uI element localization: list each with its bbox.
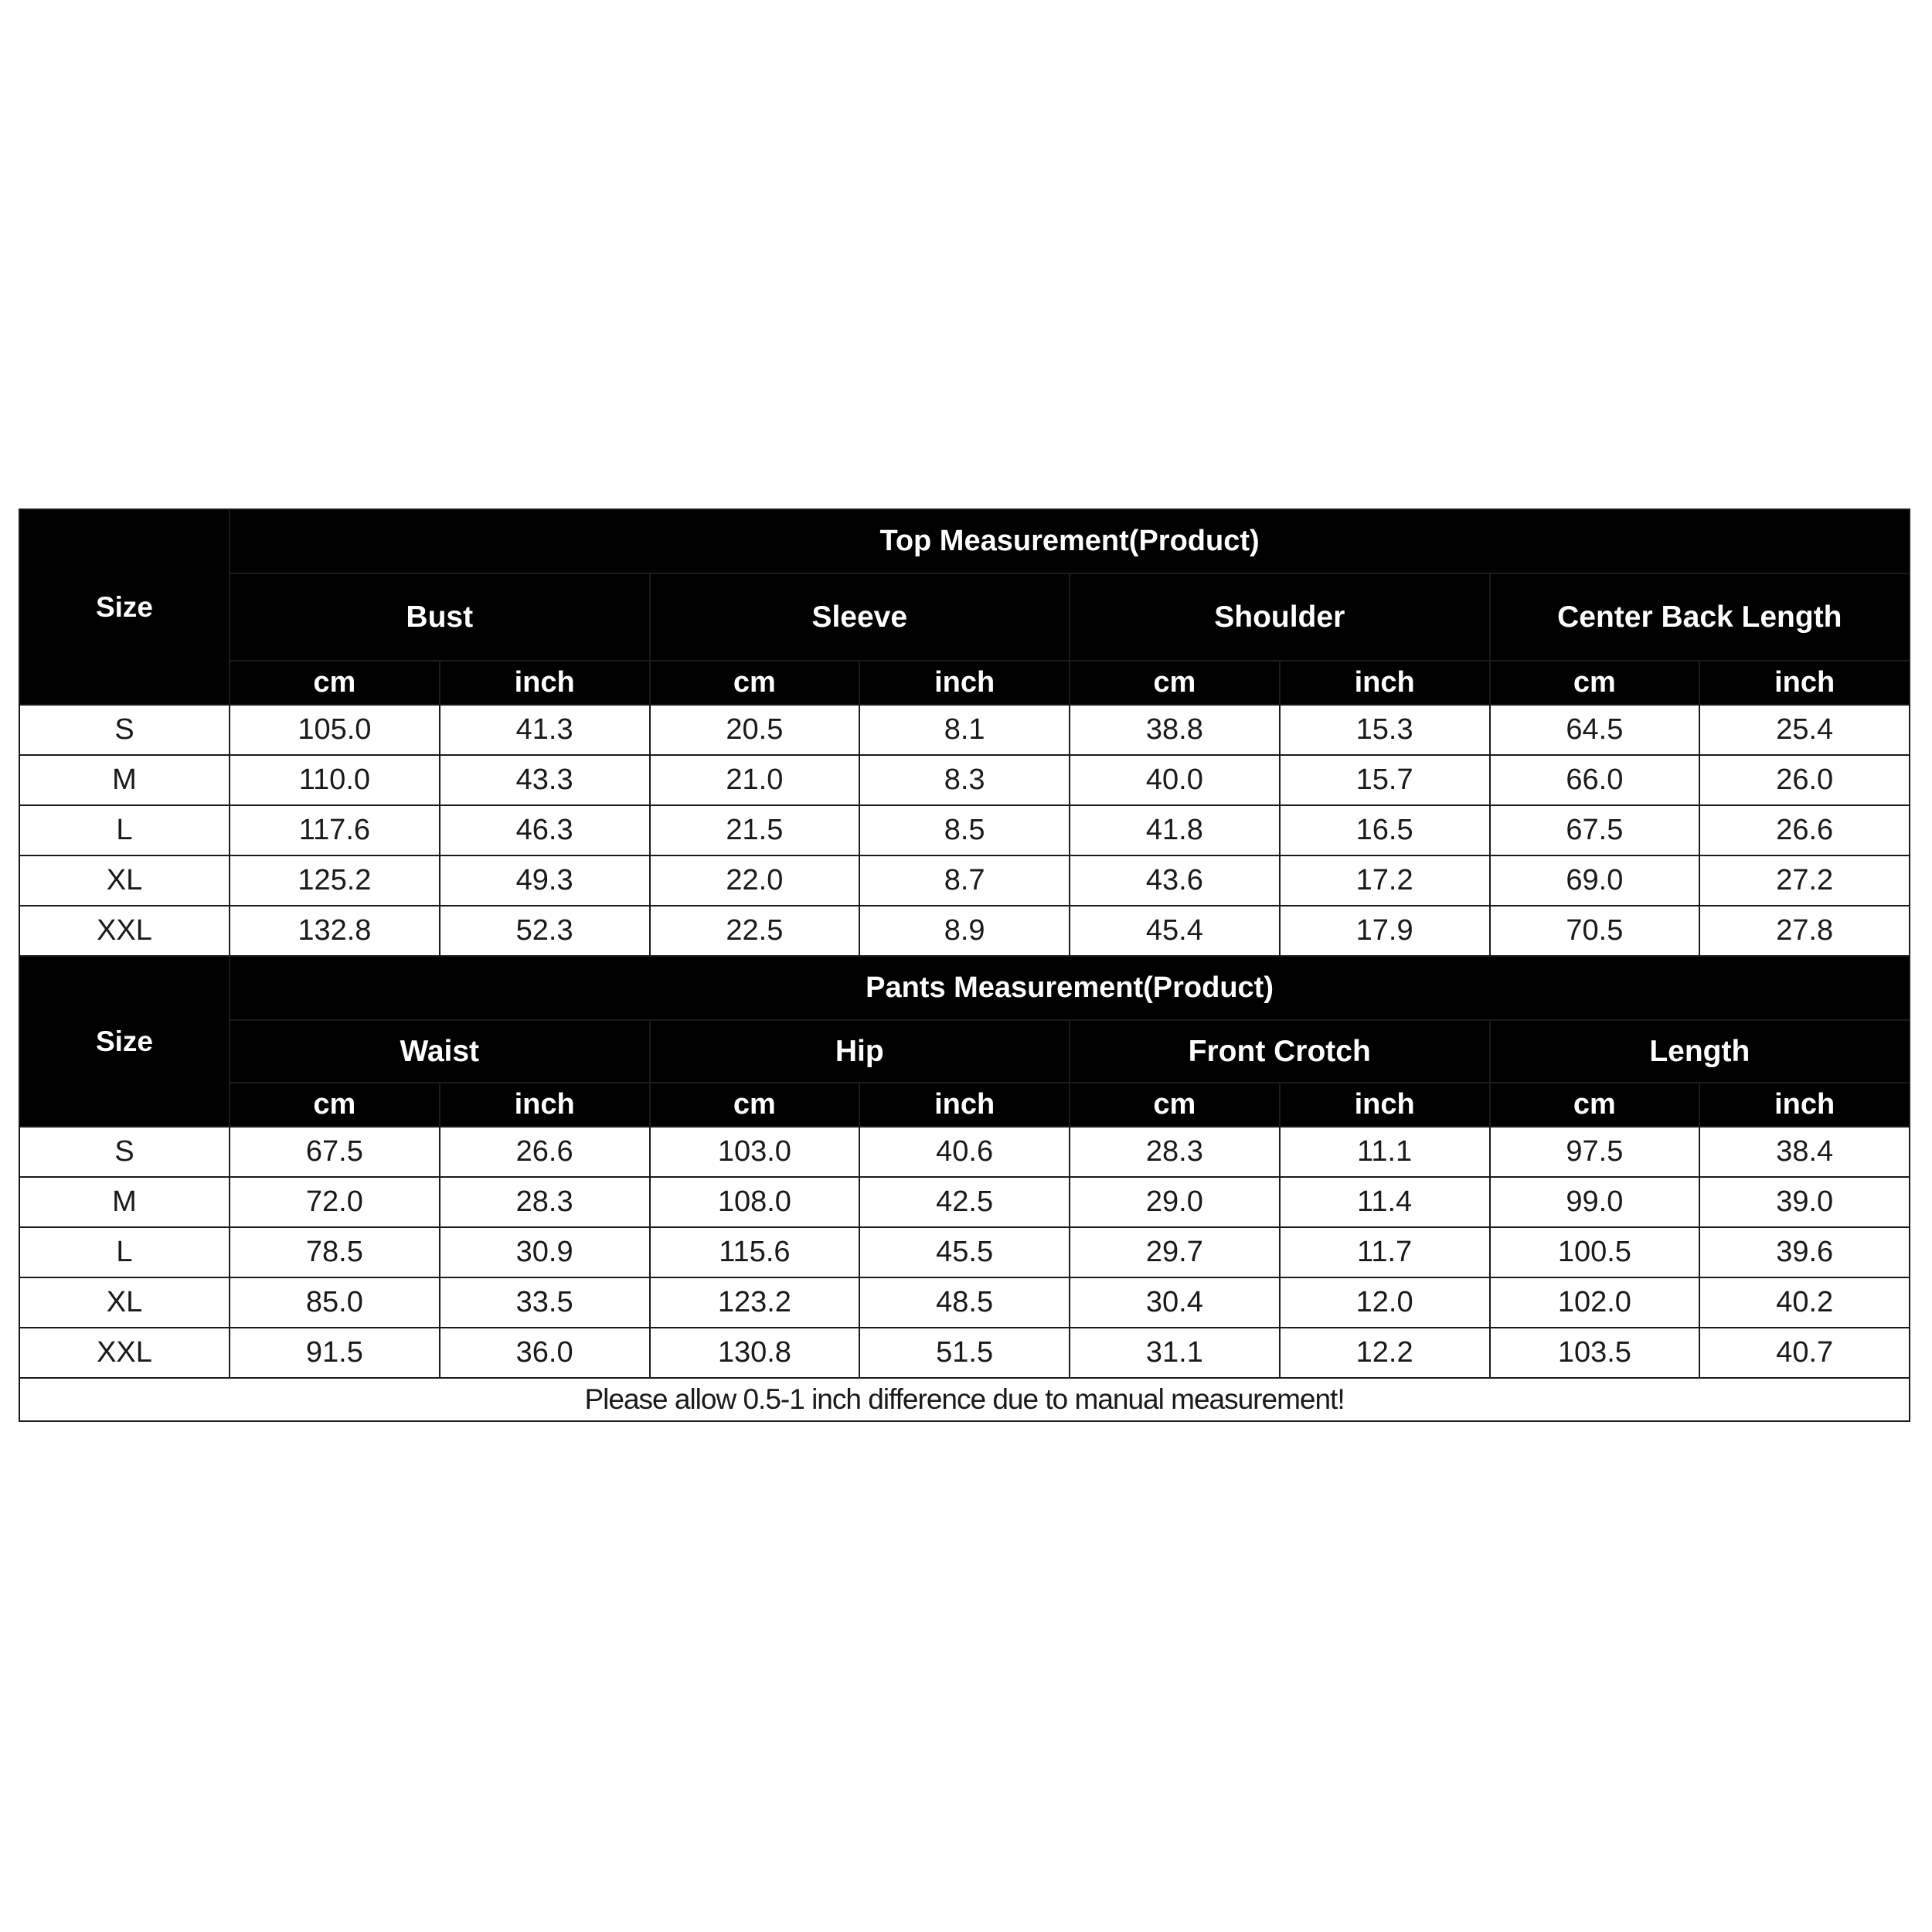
top-unit-header: inch (440, 661, 650, 705)
pants-value-cell: 85.0 (230, 1277, 440, 1328)
pants-value-cell: 97.5 (1490, 1127, 1700, 1177)
pants-value-cell: 123.2 (650, 1277, 860, 1328)
top-value-cell: 8.1 (859, 705, 1070, 755)
top-value-cell: 8.7 (859, 855, 1070, 906)
pants-group-header: Length (1490, 1020, 1910, 1083)
table-row (19, 1328, 1910, 1378)
pants-size-cell: XXL (19, 1328, 230, 1378)
pants-value-cell: 108.0 (650, 1177, 860, 1227)
pants-value-cell: 11.7 (1280, 1227, 1490, 1277)
top-value-cell: 43.3 (440, 755, 650, 805)
top-unit-header: cm (230, 661, 440, 705)
pants-value-cell: 28.3 (440, 1177, 650, 1227)
pants-unit-header: inch (1280, 1083, 1490, 1127)
pants-unit-row (19, 1083, 1910, 1127)
pants-value-cell: 30.9 (440, 1227, 650, 1277)
pants-size-cell: M (19, 1177, 230, 1227)
top-unit-row (19, 661, 1910, 705)
top-value-cell: 45.4 (1070, 906, 1280, 956)
pants-value-cell: 26.6 (440, 1127, 650, 1177)
pants-value-cell: 40.6 (859, 1127, 1070, 1177)
pants-value-cell: 36.0 (440, 1328, 650, 1378)
top-group-header: Shoulder (1070, 573, 1490, 661)
pants-value-cell: 39.6 (1699, 1227, 1910, 1277)
top-size-cell: XL (19, 855, 230, 906)
top-value-cell: 15.7 (1280, 755, 1490, 805)
pants-value-cell: 45.5 (859, 1227, 1070, 1277)
top-value-cell: 105.0 (230, 705, 440, 755)
top-value-cell: 40.0 (1070, 755, 1280, 805)
top-value-cell: 41.3 (440, 705, 650, 755)
top-size-cell: L (19, 805, 230, 855)
pants-value-cell: 102.0 (1490, 1277, 1700, 1328)
size-chart-body (19, 509, 1910, 1421)
table-row (19, 805, 1910, 855)
top-unit-header: inch (1699, 661, 1910, 705)
top-value-cell: 20.5 (650, 705, 860, 755)
table-row (19, 1177, 1910, 1227)
top-value-cell: 69.0 (1490, 855, 1700, 906)
pants-title-row (19, 956, 1910, 1020)
top-size-cell: S (19, 705, 230, 755)
pants-size-cell: XL (19, 1277, 230, 1328)
pants-value-cell: 40.2 (1699, 1277, 1910, 1328)
pants-value-cell: 72.0 (230, 1177, 440, 1227)
pants-value-cell: 115.6 (650, 1227, 860, 1277)
top-value-cell: 66.0 (1490, 755, 1700, 805)
top-value-cell: 52.3 (440, 906, 650, 956)
pants-size-cell: L (19, 1227, 230, 1277)
pants-unit-header: inch (440, 1083, 650, 1127)
top-value-cell: 27.2 (1699, 855, 1910, 906)
top-value-cell: 16.5 (1280, 805, 1490, 855)
top-value-cell: 26.6 (1699, 805, 1910, 855)
pants-value-cell: 29.7 (1070, 1227, 1280, 1277)
top-value-cell: 70.5 (1490, 906, 1700, 956)
pants-value-cell: 11.1 (1280, 1127, 1490, 1177)
measurement-note: Please allow 0.5-1 inch difference due to manual measurement! (19, 1378, 1910, 1421)
top-title-row (19, 509, 1910, 573)
pants-value-cell: 103.5 (1490, 1328, 1700, 1378)
pants-value-cell: 11.4 (1280, 1177, 1490, 1227)
pants-value-cell: 42.5 (859, 1177, 1070, 1227)
top-value-cell: 132.8 (230, 906, 440, 956)
pants-group-header: Front Crotch (1070, 1020, 1490, 1083)
pants-value-cell: 100.5 (1490, 1227, 1700, 1277)
top-value-cell: 43.6 (1070, 855, 1280, 906)
top-size-cell: M (19, 755, 230, 805)
pants-unit-header: inch (859, 1083, 1070, 1127)
top-group-header: Sleeve (650, 573, 1070, 661)
top-unit-header: cm (1490, 661, 1700, 705)
top-value-cell: 125.2 (230, 855, 440, 906)
pants-value-cell: 48.5 (859, 1277, 1070, 1328)
top-value-cell: 41.8 (1070, 805, 1280, 855)
pants-section-title: Pants Measurement(Product) (230, 956, 1910, 1020)
top-value-cell: 22.0 (650, 855, 860, 906)
table-row (19, 755, 1910, 805)
pants-unit-header: cm (650, 1083, 860, 1127)
top-value-cell: 15.3 (1280, 705, 1490, 755)
pants-size-header: Size (19, 956, 230, 1127)
table-row (19, 1127, 1910, 1177)
table-row (19, 1277, 1910, 1328)
top-size-cell: XXL (19, 906, 230, 956)
pants-value-cell: 40.7 (1699, 1328, 1910, 1378)
pants-unit-header: cm (1070, 1083, 1280, 1127)
top-value-cell: 21.5 (650, 805, 860, 855)
top-value-cell: 64.5 (1490, 705, 1700, 755)
table-row (19, 906, 1910, 956)
top-value-cell: 8.9 (859, 906, 1070, 956)
top-value-cell: 21.0 (650, 755, 860, 805)
top-value-cell: 8.5 (859, 805, 1070, 855)
top-group-row (19, 573, 1910, 661)
pants-value-cell: 130.8 (650, 1328, 860, 1378)
top-unit-header: cm (650, 661, 860, 705)
top-size-header: Size (19, 509, 230, 705)
pants-value-cell: 12.0 (1280, 1277, 1490, 1328)
table-row (19, 855, 1910, 906)
top-value-cell: 38.8 (1070, 705, 1280, 755)
pants-value-cell: 67.5 (230, 1127, 440, 1177)
top-unit-header: inch (859, 661, 1070, 705)
top-value-cell: 110.0 (230, 755, 440, 805)
pants-value-cell: 99.0 (1490, 1177, 1700, 1227)
top-value-cell: 22.5 (650, 906, 860, 956)
top-value-cell: 27.8 (1699, 906, 1910, 956)
top-value-cell: 25.4 (1699, 705, 1910, 755)
pants-group-header: Waist (230, 1020, 650, 1083)
pants-value-cell: 29.0 (1070, 1177, 1280, 1227)
pants-value-cell: 39.0 (1699, 1177, 1910, 1227)
pants-group-row (19, 1020, 1910, 1083)
pants-unit-header: cm (1490, 1083, 1700, 1127)
top-section-title: Top Measurement(Product) (230, 509, 1910, 573)
pants-group-header: Hip (650, 1020, 1070, 1083)
pants-value-cell: 28.3 (1070, 1127, 1280, 1177)
pants-value-cell: 51.5 (859, 1328, 1070, 1378)
pants-unit-header: inch (1699, 1083, 1910, 1127)
pants-size-cell: S (19, 1127, 230, 1177)
top-value-cell: 46.3 (440, 805, 650, 855)
table-row (19, 705, 1910, 755)
pants-value-cell: 78.5 (230, 1227, 440, 1277)
pants-value-cell: 91.5 (230, 1328, 440, 1378)
pants-value-cell: 103.0 (650, 1127, 860, 1177)
top-group-header: Center Back Length (1490, 573, 1910, 661)
top-value-cell: 49.3 (440, 855, 650, 906)
note-row (19, 1378, 1910, 1421)
top-value-cell: 8.3 (859, 755, 1070, 805)
pants-value-cell: 31.1 (1070, 1328, 1280, 1378)
table-row (19, 1227, 1910, 1277)
top-unit-header: inch (1280, 661, 1490, 705)
top-unit-header: cm (1070, 661, 1280, 705)
pants-value-cell: 30.4 (1070, 1277, 1280, 1328)
size-chart-table (19, 509, 1910, 1422)
pants-value-cell: 33.5 (440, 1277, 650, 1328)
top-value-cell: 17.9 (1280, 906, 1490, 956)
pants-value-cell: 12.2 (1280, 1328, 1490, 1378)
top-value-cell: 17.2 (1280, 855, 1490, 906)
top-value-cell: 26.0 (1699, 755, 1910, 805)
pants-value-cell: 38.4 (1699, 1127, 1910, 1177)
top-value-cell: 67.5 (1490, 805, 1700, 855)
top-value-cell: 117.6 (230, 805, 440, 855)
pants-unit-header: cm (230, 1083, 440, 1127)
top-group-header: Bust (230, 573, 650, 661)
